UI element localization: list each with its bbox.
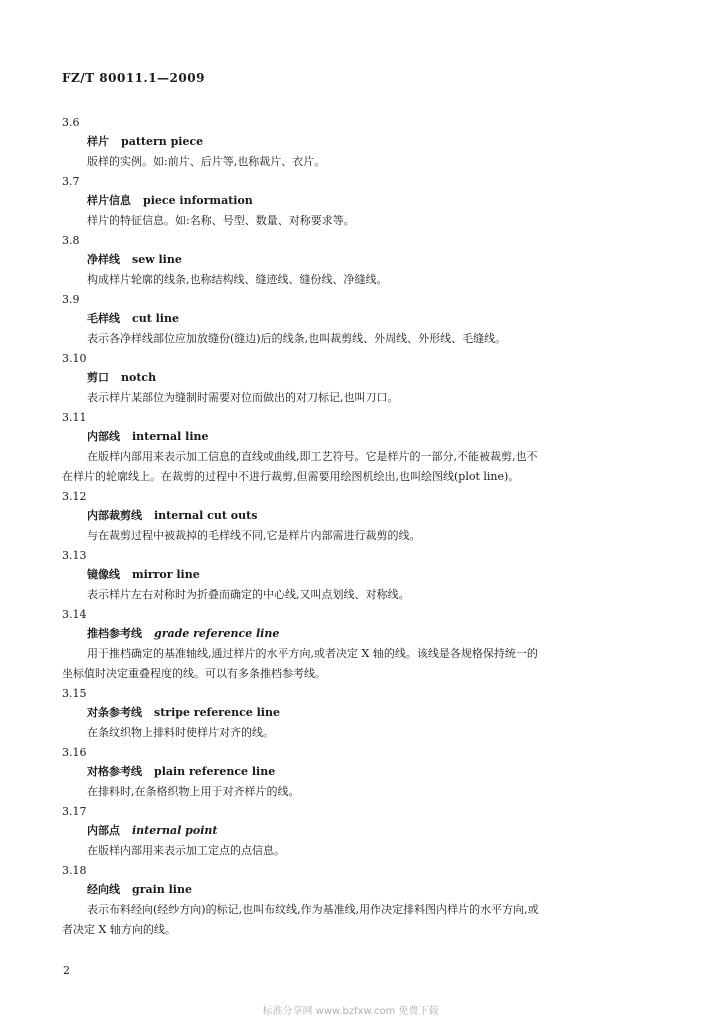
- clause-number: 3.16: [62, 746, 87, 759]
- clause-number: 3.9: [62, 293, 80, 306]
- term-heading: [62, 506, 642, 526]
- clause-number: 3.11: [62, 411, 87, 424]
- term-definition-continued: 在样片的轮廓线上。在裁剪的过程中不进行裁剪,但需要用绘图机绘出,也叫绘图线(plot line)。: [62, 470, 520, 483]
- term-entry-3-15: [62, 684, 642, 743]
- clause-number: 3.13: [62, 549, 87, 562]
- term-english: stripe reference line: [154, 706, 280, 719]
- term-definition: 表示各净样线部位应加放缝份(缝边)后的线条,也叫裁剪线、外周线、外形线、毛缝线。: [87, 332, 507, 345]
- term-english: plain reference line: [154, 765, 276, 778]
- term-english: internal line: [132, 430, 209, 443]
- term-entry-3-14: [62, 605, 642, 684]
- clause-number: 3.12: [62, 490, 87, 503]
- clause-number: 3.7: [62, 175, 80, 188]
- term-entry-3-12: [62, 487, 642, 546]
- terms-list: [62, 113, 642, 940]
- term-definition: 样片的特征信息。如:名称、号型、数量、对称要求等。: [87, 214, 355, 227]
- term-definition: 在版样内部用来表示加工定点的点信息。: [87, 844, 285, 857]
- term-heading: [62, 703, 642, 723]
- term-entry-3-13: [62, 546, 642, 605]
- term-chinese: 内部裁剪线: [87, 509, 142, 522]
- clause-number: 3.17: [62, 805, 87, 818]
- term-definition: 版样的实例。如:前片、后片等,也称裁片、衣片。: [87, 155, 326, 168]
- term-chinese: 经向线: [87, 883, 120, 896]
- term-entry-3-10: [62, 349, 642, 408]
- term-definition: 表示样片左右对称时为折叠而确定的中心线,又叫点划线、对称线。: [87, 588, 410, 601]
- term-english: pattern piece: [121, 135, 204, 148]
- term-definition: 在条纹织物上排料时使样片对齐的线。: [87, 726, 274, 739]
- term-entry-3-8: [62, 231, 642, 290]
- term-definition-continued: 坐标值时决定重叠程度的线。可以有多条推档参考线。: [62, 667, 326, 680]
- watermark-footer: 标准分享网 www.bzfxw.com 免费下载: [262, 1006, 439, 1017]
- clause-number: 3.15: [62, 687, 87, 700]
- term-english: cut line: [132, 312, 179, 325]
- term-chinese: 镜像线: [87, 568, 120, 581]
- standard-code-header: FZ/T 80011.1—2009: [62, 71, 205, 85]
- term-english: sew line: [132, 253, 182, 266]
- term-definition: 构成样片轮廓的线条,也称结构线、缝迹线、缝份线、净缝线。: [87, 273, 388, 286]
- term-heading: [62, 309, 642, 329]
- term-entry-3-6: [62, 113, 642, 172]
- term-entry-3-16: [62, 743, 642, 802]
- page-number: 2: [63, 964, 70, 977]
- term-definition: 表示布料经向(经纱方向)的标记,也叫布纹线,作为基准线,用作决定排料图内样片的水平方向,或: [87, 903, 539, 916]
- clause-number: 3.6: [62, 116, 80, 129]
- term-entry-3-18: [62, 861, 642, 940]
- term-heading: [62, 132, 642, 152]
- term-english: piece information: [143, 194, 253, 207]
- term-entry-3-11: [62, 408, 642, 487]
- term-heading: [62, 368, 642, 388]
- term-entry-3-17: [62, 802, 642, 861]
- term-english: internal cut outs: [154, 509, 258, 522]
- term-heading: [62, 821, 642, 841]
- term-chinese: 毛样线: [87, 312, 120, 325]
- term-heading: [62, 624, 642, 644]
- clause-number: 3.18: [62, 864, 87, 877]
- term-english: grain line: [132, 883, 192, 896]
- term-chinese: 对条参考线: [87, 706, 142, 719]
- clause-number: 3.8: [62, 234, 80, 247]
- term-heading: [62, 762, 642, 782]
- term-heading: [62, 565, 642, 585]
- term-definition: 与在裁剪过程中被裁掉的毛样线不同,它是样片内部需进行裁剪的线。: [87, 529, 421, 542]
- term-chinese: 内部点: [87, 824, 120, 837]
- term-english: mirror line: [132, 568, 200, 581]
- term-chinese: 剪口: [87, 371, 109, 384]
- term-english: internal point: [132, 824, 218, 837]
- term-heading: [62, 250, 642, 270]
- term-definition-continued: 者决定 X 轴方向的线。: [62, 923, 176, 936]
- term-chinese: 对格参考线: [87, 765, 142, 778]
- term-chinese: 内部线: [87, 430, 120, 443]
- term-heading: [62, 191, 642, 211]
- clause-number: 3.10: [62, 352, 87, 365]
- term-chinese: 样片信息: [87, 194, 131, 207]
- term-definition: 在版样内部用来表示加工信息的直线或曲线,即工艺符号。它是样片的一部分,不能被裁剪,也不: [87, 450, 538, 463]
- term-chinese: 样片: [87, 135, 109, 148]
- term-chinese: 推档参考线: [87, 627, 142, 640]
- term-english: grade reference line: [154, 627, 280, 640]
- term-definition: 在排料时,在条格织物上用于对齐样片的线。: [87, 785, 300, 798]
- clause-number: 3.14: [62, 608, 87, 621]
- term-entry-3-7: [62, 172, 642, 231]
- term-heading: [62, 880, 642, 900]
- term-heading: [62, 427, 642, 447]
- term-english: notch: [121, 371, 157, 384]
- term-chinese: 净样线: [87, 253, 120, 266]
- term-definition: 用于推档确定的基准轴线,通过样片的水平方向,或者决定 X 轴的线。该线是各规格保持统一的: [87, 647, 538, 660]
- term-definition: 表示样片某部位为缝制时需要对位而做出的对刀标记,也叫刀口。: [87, 391, 399, 404]
- term-entry-3-9: [62, 290, 642, 349]
